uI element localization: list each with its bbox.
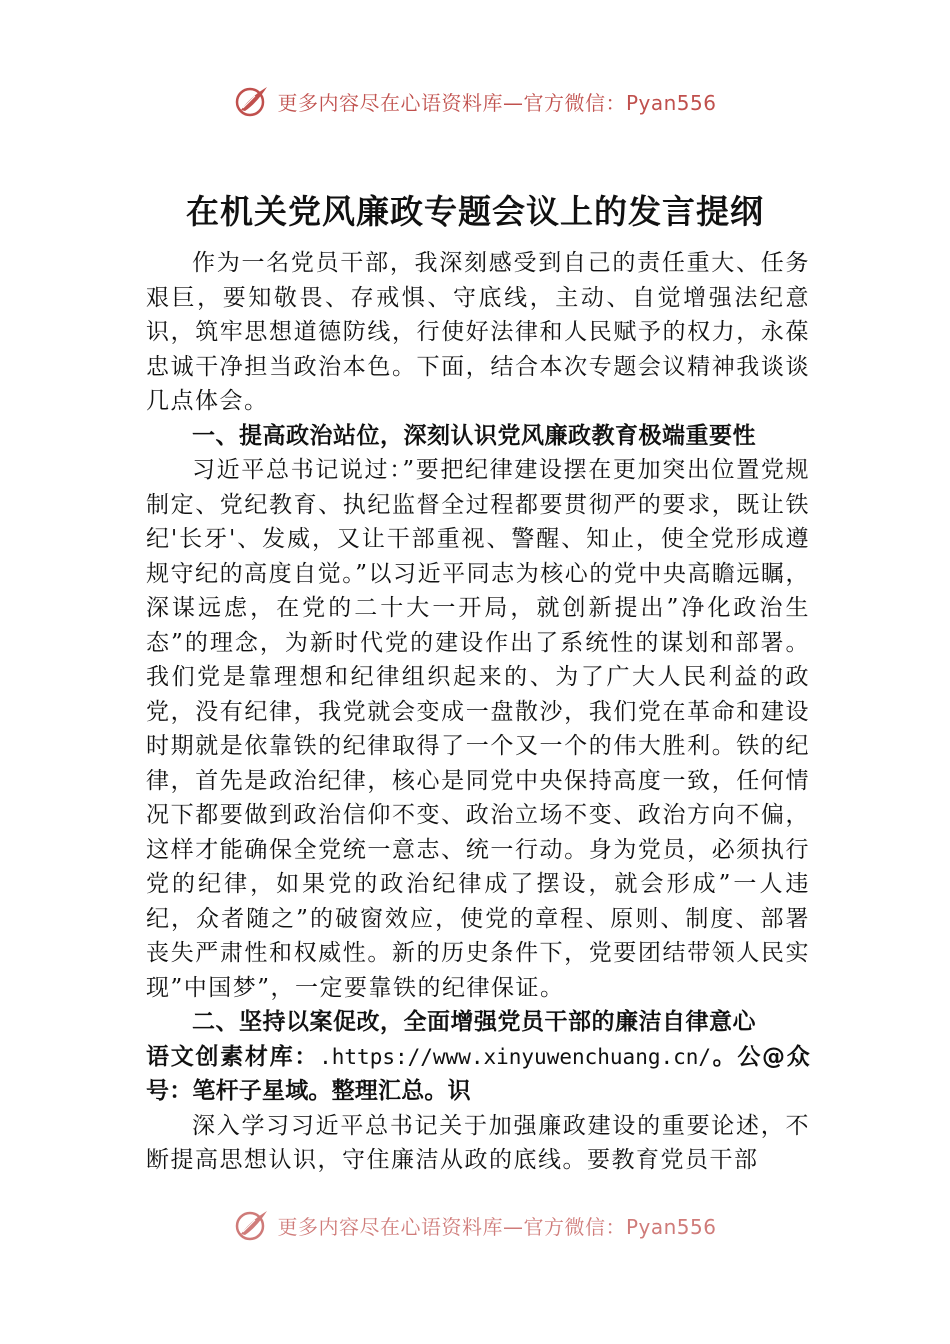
ad-suffix: 。公@众号：笔杆子星域。整理汇总。识 bbox=[146, 1043, 810, 1104]
watermark-text: 更多内容尽在心语资料库—官方微信：Pyan556 bbox=[277, 1214, 717, 1239]
watermark-header bbox=[0, 84, 950, 118]
ad-line bbox=[146, 1040, 810, 1109]
feather-pen-logo-icon bbox=[233, 1208, 271, 1242]
document-body bbox=[146, 246, 810, 1178]
intro-paragraph: 作为一名党员干部，我深刻感受到自己的责任重大、任务艰巨，要知敬畏、存戒惧、守底线，主动、自觉增强法纪意识，筑牢思想道德防线，行使好法律和人民赋予的权力，永葆忠诚干净担当政治本色。下面，结合本次专题会议精神我谈谈几点体会。 bbox=[146, 250, 810, 414]
feather-pen-logo-icon bbox=[233, 84, 271, 118]
ad-url-link[interactable]: .https://www.xinyuwenchuang.cn/ bbox=[319, 1044, 712, 1069]
section-heading-1: 一、提高政治站位，深刻认识党风廉政教育极端重要性 bbox=[192, 422, 756, 449]
document-title: 在机关党风廉政专题会议上的发言提纲 bbox=[186, 192, 764, 231]
watermark-footer bbox=[0, 1208, 950, 1242]
ad-prefix: 语文创素材库： bbox=[146, 1043, 320, 1070]
watermark-text: 更多内容尽在心语资料库—官方微信：Pyan556 bbox=[277, 90, 717, 115]
section-heading-2: 二、坚持以案促改，全面增强党员干部的廉洁自律意心 bbox=[192, 1009, 756, 1035]
section-2-paragraph: 深入学习习近平总书记关于加强廉政建设的重要论述，不断提高思想认识，守住廉洁从政的底线。要教育党员干部 bbox=[146, 1112, 810, 1173]
section-1-paragraph: 习近平总书记说过：”要把纪律建设摆在更加突出位置党规制定、党纪教育、执纪监督全过程都要贯彻严的要求，既让铁纪'长牙'、发威，又让干部重视、警醒、知止，使全党形成遵规守纪的高度自觉。”以习近平同志为核心的党中央高瞻远瞩，深谋远虑，在党的二十大一开局，就创新提出”净化政治生态”的理念，为新时代党的建设作出了系统性的谋划和部署。我们党是靠理想和纪律组织起来的、为了广大人民利益的政党，没有纪律，我党就会变成一盘散沙，我们党在革命和建设时期就是依靠铁的纪律取得了一个又一个的伟大胜利。铁的纪律，首先是政治纪律，核心是同党中央保持高度一致，任何情况下都要做到政治信仰不变、政治立场不变、政治方向不偏，这样才能确保全党统一意志、统一行动。身为党员，必须执行党的纪律，如果党的政治纪律成了摆设，就会形成”一人违纪，众者随之”的破窗效应，使党的章程、原则、制度、部署丧失严肃性和权威性。新的历史条件下，党要团结带领人民实现”中国梦”，一定要靠铁的纪律保证。 bbox=[146, 457, 810, 1001]
